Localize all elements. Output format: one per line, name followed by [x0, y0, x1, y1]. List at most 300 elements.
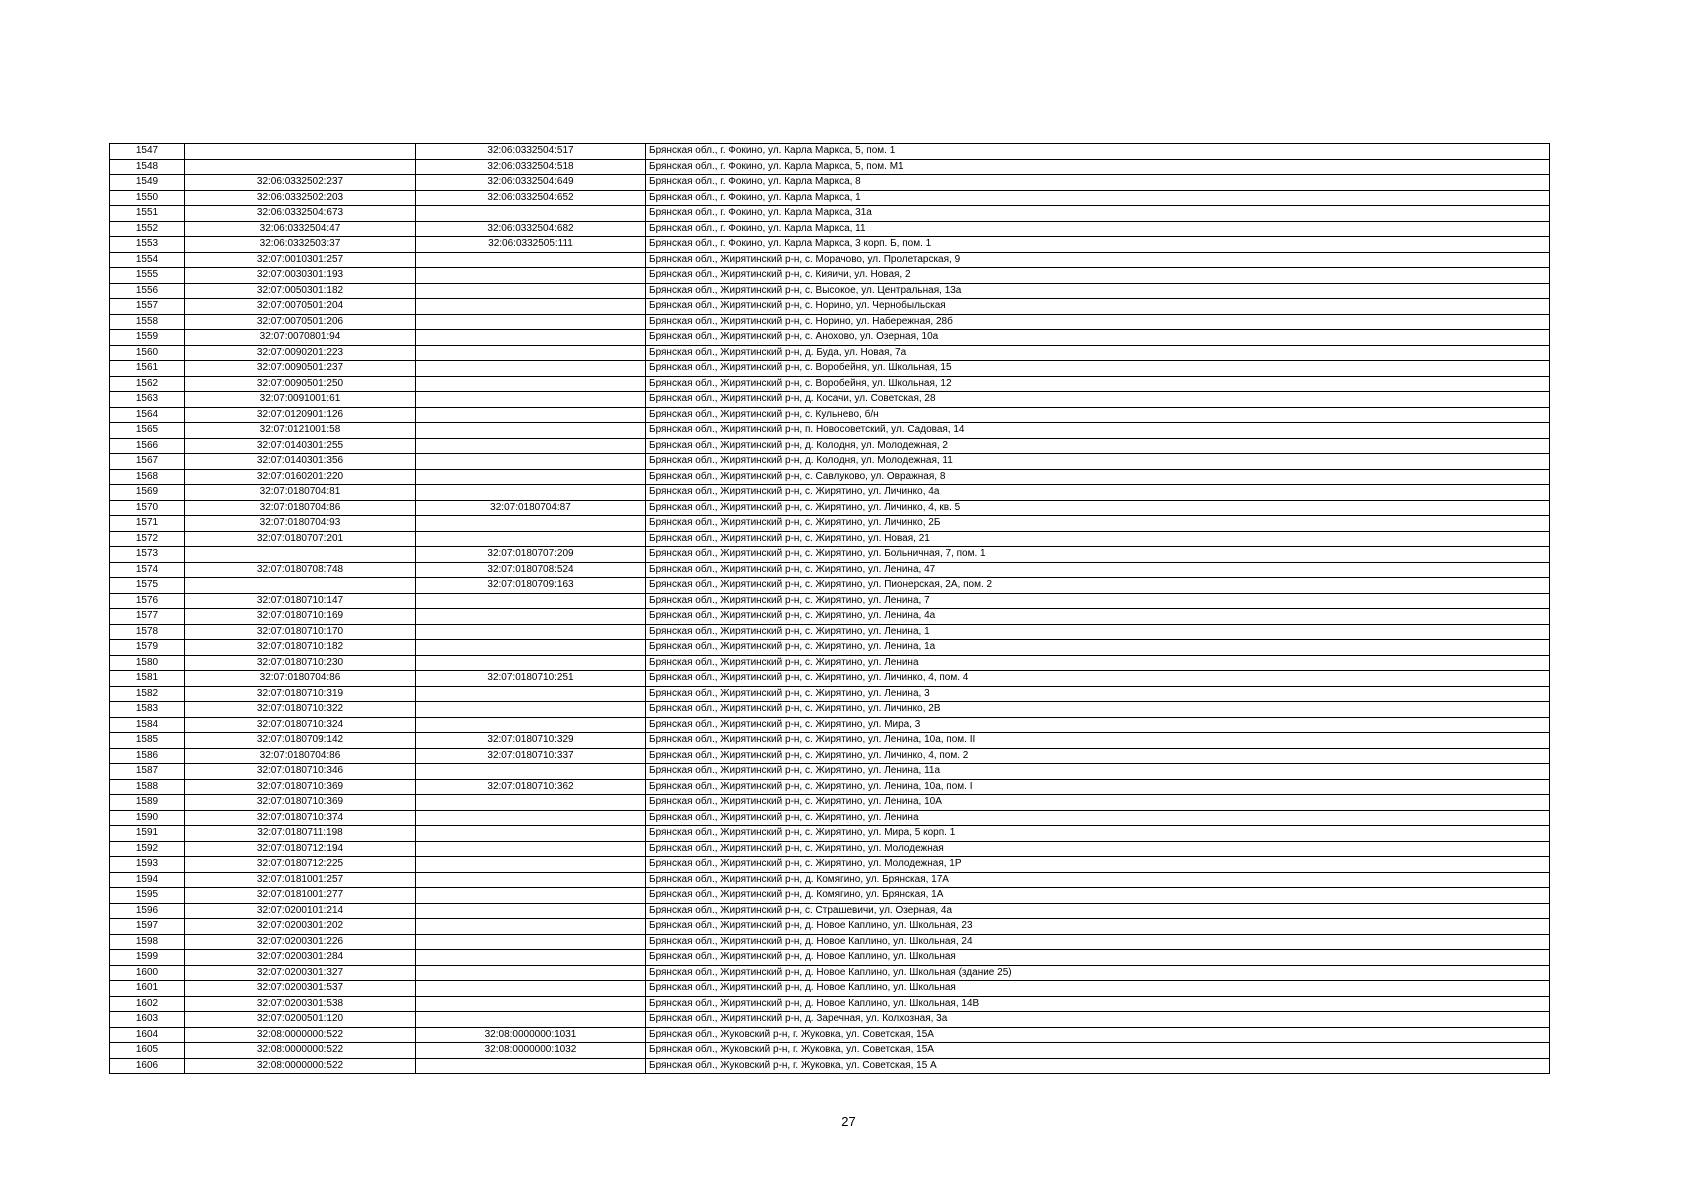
- table-row: [110, 671, 1550, 687]
- cadastral-number-cell: 32:07:0181001:257: [185, 872, 416, 888]
- cadastral-number-cell: 32:07:0090201:223: [185, 345, 416, 361]
- row-number-cell: 1550: [110, 190, 185, 206]
- cadastral-number-cell: 32:07:0200101:214: [185, 903, 416, 919]
- related-cadastral-number-cell: [416, 1012, 646, 1028]
- row-number-cell: 1574: [110, 562, 185, 578]
- address-cell: Брянская обл., Жирятинский р-н, д. Новое Каплино, ул. Школьная, 24: [646, 934, 1550, 950]
- related-cadastral-number-cell: [416, 392, 646, 408]
- related-cadastral-number-cell: [416, 872, 646, 888]
- cadastral-number-cell: 32:07:0200301:202: [185, 919, 416, 935]
- cadastral-number-cell: 32:08:0000000:522: [185, 1058, 416, 1074]
- row-number-cell: 1564: [110, 407, 185, 423]
- address-cell: Брянская обл., г. Фокино, ул. Карла Маркса, 5, пом. 1: [646, 144, 1550, 160]
- address-cell: Брянская обл., Жирятинский р-н, с. Жирятино, ул. Ленина, 1: [646, 624, 1550, 640]
- related-cadastral-number-cell: [416, 361, 646, 377]
- table-row: [110, 500, 1550, 516]
- table-body: [110, 144, 1550, 1074]
- table-row: [110, 578, 1550, 594]
- related-cadastral-number-cell: 32:07:0180707:209: [416, 547, 646, 563]
- table-row: [110, 981, 1550, 997]
- cadastral-number-cell: 32:07:0180704:93: [185, 516, 416, 532]
- cadastral-number-cell: 32:07:0200301:538: [185, 996, 416, 1012]
- table-row: [110, 299, 1550, 315]
- address-cell: Брянская обл., Жирятинский р-н, с. Жирятино, ул. Ленина, 3: [646, 686, 1550, 702]
- table-row: [110, 702, 1550, 718]
- related-cadastral-number-cell: [416, 919, 646, 935]
- table-row: [110, 919, 1550, 935]
- cadastral-number-cell: 32:07:0121001:58: [185, 423, 416, 439]
- row-number-cell: 1557: [110, 299, 185, 315]
- related-cadastral-number-cell: [416, 283, 646, 299]
- cadastral-number-cell: 32:07:0010301:257: [185, 252, 416, 268]
- address-cell: Брянская обл., г. Фокино, ул. Карла Маркса, 5, пом. М1: [646, 159, 1550, 175]
- address-cell: Брянская обл., Жирятинский р-н, с. Жирятино, ул. Личинко, 4, пом. 4: [646, 671, 1550, 687]
- related-cadastral-number-cell: [416, 841, 646, 857]
- cadastral-number-cell: [185, 144, 416, 160]
- cadastral-number-cell: 32:07:0140301:255: [185, 438, 416, 454]
- row-number-cell: 1566: [110, 438, 185, 454]
- related-cadastral-number-cell: 32:06:0332505:111: [416, 237, 646, 253]
- address-cell: Брянская обл., Жирятинский р-н, с. Кияичи, ул. Новая, 2: [646, 268, 1550, 284]
- row-number-cell: 1586: [110, 748, 185, 764]
- table-row: [110, 376, 1550, 392]
- cadastral-number-cell: 32:07:0050301:182: [185, 283, 416, 299]
- cadastral-number-cell: 32:07:0070801:94: [185, 330, 416, 346]
- row-number-cell: 1573: [110, 547, 185, 563]
- address-cell: Брянская обл., Жуковский р-н, г. Жуковка, ул. Советская, 15А: [646, 1027, 1550, 1043]
- table-row: [110, 857, 1550, 873]
- related-cadastral-number-cell: [416, 996, 646, 1012]
- row-number-cell: 1561: [110, 361, 185, 377]
- row-number-cell: 1547: [110, 144, 185, 160]
- cadastral-number-cell: 32:07:0180710:324: [185, 717, 416, 733]
- address-cell: Брянская обл., Жирятинский р-н, д. Буда, ул. Новая, 7а: [646, 345, 1550, 361]
- related-cadastral-number-cell: [416, 314, 646, 330]
- row-number-cell: 1570: [110, 500, 185, 516]
- table-row: [110, 950, 1550, 966]
- table-row: [110, 159, 1550, 175]
- cadastral-number-cell: 32:07:0180710:230: [185, 655, 416, 671]
- related-cadastral-number-cell: [416, 826, 646, 842]
- table-row: [110, 1027, 1550, 1043]
- related-cadastral-number-cell: [416, 981, 646, 997]
- related-cadastral-number-cell: 32:07:0180704:87: [416, 500, 646, 516]
- related-cadastral-number-cell: [416, 810, 646, 826]
- table-row: [110, 361, 1550, 377]
- address-cell: Брянская обл., Жирятинский р-н, с. Жирятино, ул. Новая, 21: [646, 531, 1550, 547]
- cadastral-number-cell: 32:07:0090501:237: [185, 361, 416, 377]
- row-number-cell: 1601: [110, 981, 185, 997]
- cadastral-number-cell: 32:07:0180704:81: [185, 485, 416, 501]
- related-cadastral-number-cell: 32:06:0332504:652: [416, 190, 646, 206]
- row-number-cell: 1605: [110, 1043, 185, 1059]
- related-cadastral-number-cell: [416, 268, 646, 284]
- address-cell: Брянская обл., Жирятинский р-н, д. Новое Каплино, ул. Школьная, 14В: [646, 996, 1550, 1012]
- address-cell: Брянская обл., Жуковский р-н, г. Жуковка, ул. Советская, 15 А: [646, 1058, 1550, 1074]
- address-cell: Брянская обл., Жирятинский р-н, с. Жирятино, ул. Ленина, 10а, пом. II: [646, 733, 1550, 749]
- cadastral-number-cell: 32:07:0180710:147: [185, 593, 416, 609]
- cadastral-number-cell: 32:07:0091001:61: [185, 392, 416, 408]
- table-row: [110, 593, 1550, 609]
- table-row: [110, 392, 1550, 408]
- address-cell: Брянская обл., Жирятинский р-н, с. Анохово, ул. Озерная, 10а: [646, 330, 1550, 346]
- table-row: [110, 221, 1550, 237]
- cadastral-number-cell: 32:07:0180712:225: [185, 857, 416, 873]
- table-row: [110, 438, 1550, 454]
- address-cell: Брянская обл., Жирятинский р-н, с. Жирятино, ул. Мира, 3: [646, 717, 1550, 733]
- row-number-cell: 1591: [110, 826, 185, 842]
- table-row: [110, 206, 1550, 222]
- row-number-cell: 1565: [110, 423, 185, 439]
- related-cadastral-number-cell: 32:06:0332504:649: [416, 175, 646, 191]
- address-cell: Брянская обл., Жирятинский р-н, с. Жирятино, ул. Пионерская, 2А, пом. 2: [646, 578, 1550, 594]
- cadastral-number-cell: 32:07:0180710:170: [185, 624, 416, 640]
- cadastral-number-cell: 32:07:0180710:374: [185, 810, 416, 826]
- cadastral-number-cell: [185, 159, 416, 175]
- table-row: [110, 237, 1550, 253]
- cadastral-number-cell: 32:07:0180704:86: [185, 748, 416, 764]
- related-cadastral-number-cell: [416, 764, 646, 780]
- table-row: [110, 562, 1550, 578]
- related-cadastral-number-cell: 32:08:0000000:1031: [416, 1027, 646, 1043]
- cadastral-number-cell: 32:07:0180710:369: [185, 779, 416, 795]
- address-cell: Брянская обл., г. Фокино, ул. Карла Маркса, 31а: [646, 206, 1550, 222]
- cadastral-number-cell: 32:07:0120901:126: [185, 407, 416, 423]
- table-row: [110, 252, 1550, 268]
- row-number-cell: 1585: [110, 733, 185, 749]
- related-cadastral-number-cell: [416, 609, 646, 625]
- table-row: [110, 454, 1550, 470]
- cadastral-number-cell: 32:06:0332502:237: [185, 175, 416, 191]
- table-row: [110, 965, 1550, 981]
- address-cell: Брянская обл., Жирятинский р-н, с. Жирятино, ул. Ленина: [646, 810, 1550, 826]
- related-cadastral-number-cell: [416, 795, 646, 811]
- address-cell: Брянская обл., Жирятинский р-н, с. Жирятино, ул. Больничная, 7, пом. 1: [646, 547, 1550, 563]
- table-row: [110, 717, 1550, 733]
- related-cadastral-number-cell: [416, 516, 646, 532]
- row-number-cell: 1575: [110, 578, 185, 594]
- address-cell: Брянская обл., Жирятинский р-н, с. Жирятино, ул. Молодежная, 1Р: [646, 857, 1550, 873]
- address-cell: Брянская обл., Жирятинский р-н, с. Высокое, ул. Центральная, 13а: [646, 283, 1550, 299]
- address-cell: Брянская обл., Жирятинский р-н, д. Заречная, ул. Колхозная, 3а: [646, 1012, 1550, 1028]
- related-cadastral-number-cell: 32:07:0180710:251: [416, 671, 646, 687]
- address-cell: Брянская обл., Жирятинский р-н, с. Воробейня, ул. Школьная, 12: [646, 376, 1550, 392]
- property-registry-table: [109, 143, 1550, 1074]
- table-row: [110, 283, 1550, 299]
- table-row: [110, 624, 1550, 640]
- table-row: [110, 686, 1550, 702]
- row-number-cell: 1595: [110, 888, 185, 904]
- address-cell: Брянская обл., Жирятинский р-н, с. Жирятино, ул. Ленина, 7: [646, 593, 1550, 609]
- address-cell: Брянская обл., Жирятинский р-н, с. Жирятино, ул. Личинко, 2Б: [646, 516, 1550, 532]
- cadastral-number-cell: 32:07:0180710:322: [185, 702, 416, 718]
- table-row: [110, 1058, 1550, 1074]
- related-cadastral-number-cell: [416, 686, 646, 702]
- address-cell: Брянская обл., Жирятинский р-н, с. Морачово, ул. Пролетарская, 9: [646, 252, 1550, 268]
- row-number-cell: 1598: [110, 934, 185, 950]
- address-cell: Брянская обл., г. Фокино, ул. Карла Маркса, 8: [646, 175, 1550, 191]
- related-cadastral-number-cell: [416, 934, 646, 950]
- cadastral-number-cell: 32:07:0200501:120: [185, 1012, 416, 1028]
- table-row: [110, 733, 1550, 749]
- address-cell: Брянская обл., Жирятинский р-н, с. Жирятино, ул. Мира, 5 корп. 1: [646, 826, 1550, 842]
- table-row: [110, 1043, 1550, 1059]
- address-cell: Брянская обл., Жирятинский р-н, с. Жирятино, ул. Личинко, 4, кв. 5: [646, 500, 1550, 516]
- address-cell: Брянская обл., Жирятинский р-н, с. Жирятино, ул. Личинко, 4, пом. 2: [646, 748, 1550, 764]
- table-row: [110, 423, 1550, 439]
- table-row: [110, 345, 1550, 361]
- cadastral-number-cell: 32:07:0181001:277: [185, 888, 416, 904]
- address-cell: Брянская обл., Жирятинский р-н, с. Норино, ул. Набережная, 28б: [646, 314, 1550, 330]
- row-number-cell: 1560: [110, 345, 185, 361]
- address-cell: Брянская обл., Жирятинский р-н, с. Жирятино, ул. Ленина, 1а: [646, 640, 1550, 656]
- address-cell: Брянская обл., Жирятинский р-н, с. Савлуково, ул. Овражная, 8: [646, 469, 1550, 485]
- related-cadastral-number-cell: 32:06:0332504:517: [416, 144, 646, 160]
- table-row: [110, 144, 1550, 160]
- table-row: [110, 407, 1550, 423]
- related-cadastral-number-cell: 32:07:0180710:337: [416, 748, 646, 764]
- related-cadastral-number-cell: [416, 950, 646, 966]
- cadastral-number-cell: 32:07:0070501:206: [185, 314, 416, 330]
- cadastral-number-cell: 32:08:0000000:522: [185, 1043, 416, 1059]
- table-row: [110, 485, 1550, 501]
- address-cell: Брянская обл., Жирятинский р-н, с. Жирятино, ул. Ленина: [646, 655, 1550, 671]
- related-cadastral-number-cell: [416, 206, 646, 222]
- row-number-cell: 1559: [110, 330, 185, 346]
- cadastral-number-cell: 32:07:0180710:319: [185, 686, 416, 702]
- cadastral-number-cell: 32:07:0180709:142: [185, 733, 416, 749]
- table-row: [110, 810, 1550, 826]
- related-cadastral-number-cell: [416, 888, 646, 904]
- related-cadastral-number-cell: [416, 640, 646, 656]
- address-cell: Брянская обл., Жирятинский р-н, с. Жирятино, ул. Ленина, 4а: [646, 609, 1550, 625]
- related-cadastral-number-cell: [416, 857, 646, 873]
- related-cadastral-number-cell: [416, 903, 646, 919]
- table-row: [110, 872, 1550, 888]
- address-cell: Брянская обл., Жирятинский р-н, д. Колодня, ул. Молодежная, 11: [646, 454, 1550, 470]
- related-cadastral-number-cell: 32:07:0180710:362: [416, 779, 646, 795]
- related-cadastral-number-cell: [416, 438, 646, 454]
- row-number-cell: 1588: [110, 779, 185, 795]
- related-cadastral-number-cell: [416, 965, 646, 981]
- related-cadastral-number-cell: [416, 376, 646, 392]
- table-row: [110, 469, 1550, 485]
- row-number-cell: 1592: [110, 841, 185, 857]
- row-number-cell: 1602: [110, 996, 185, 1012]
- cadastral-number-cell: 32:07:0200301:226: [185, 934, 416, 950]
- row-number-cell: 1568: [110, 469, 185, 485]
- table-row: [110, 795, 1550, 811]
- page-number: 27: [841, 1114, 856, 1129]
- cadastral-number-cell: 32:07:0160201:220: [185, 469, 416, 485]
- cadastral-number-cell: 32:07:0180704:86: [185, 500, 416, 516]
- cadastral-number-cell: 32:07:0180704:86: [185, 671, 416, 687]
- related-cadastral-number-cell: [416, 1058, 646, 1074]
- row-number-cell: 1606: [110, 1058, 185, 1074]
- address-cell: Брянская обл., Жирятинский р-н, с. Страшевичи, ул. Озерная, 4а: [646, 903, 1550, 919]
- address-cell: Брянская обл., Жирятинский р-н, с. Кульнево, б/н: [646, 407, 1550, 423]
- row-number-cell: 1587: [110, 764, 185, 780]
- row-number-cell: 1583: [110, 702, 185, 718]
- table-row: [110, 330, 1550, 346]
- address-cell: Брянская обл., Жирятинский р-н, с. Жирятино, ул. Ленина, 11а: [646, 764, 1550, 780]
- table-row: [110, 1012, 1550, 1028]
- related-cadastral-number-cell: [416, 454, 646, 470]
- row-number-cell: 1596: [110, 903, 185, 919]
- row-number-cell: 1580: [110, 655, 185, 671]
- table-row: [110, 640, 1550, 656]
- address-cell: Брянская обл., Жирятинский р-н, д. Новое Каплино, ул. Школьная (здание 25): [646, 965, 1550, 981]
- table-row: [110, 547, 1550, 563]
- table-row: [110, 516, 1550, 532]
- related-cadastral-number-cell: [416, 655, 646, 671]
- address-cell: Брянская обл., Жирятинский р-н, с. Жирятино, ул. Личинко, 4а: [646, 485, 1550, 501]
- table-row: [110, 609, 1550, 625]
- row-number-cell: 1572: [110, 531, 185, 547]
- row-number-cell: 1603: [110, 1012, 185, 1028]
- address-cell: Брянская обл., Жирятинский р-н, с. Жирятино, ул. Личинко, 2В: [646, 702, 1550, 718]
- cadastral-number-cell: 32:07:0180711:198: [185, 826, 416, 842]
- cadastral-number-cell: 32:07:0180708:748: [185, 562, 416, 578]
- row-number-cell: 1594: [110, 872, 185, 888]
- row-number-cell: 1582: [110, 686, 185, 702]
- related-cadastral-number-cell: [416, 485, 646, 501]
- cadastral-number-cell: 32:07:0140301:356: [185, 454, 416, 470]
- row-number-cell: 1581: [110, 671, 185, 687]
- table-row: [110, 190, 1550, 206]
- row-number-cell: 1553: [110, 237, 185, 253]
- row-number-cell: 1555: [110, 268, 185, 284]
- related-cadastral-number-cell: [416, 531, 646, 547]
- address-cell: Брянская обл., Жирятинский р-н, с. Воробейня, ул. Школьная, 15: [646, 361, 1550, 377]
- row-number-cell: 1584: [110, 717, 185, 733]
- row-number-cell: 1579: [110, 640, 185, 656]
- row-number-cell: 1590: [110, 810, 185, 826]
- row-number-cell: 1549: [110, 175, 185, 191]
- address-cell: Брянская обл., Жирятинский р-н, д. Косачи, ул. Советская, 28: [646, 392, 1550, 408]
- row-number-cell: 1552: [110, 221, 185, 237]
- address-cell: Брянская обл., Жирятинский р-н, с. Жирятино, ул. Молодежная: [646, 841, 1550, 857]
- related-cadastral-number-cell: 32:06:0332504:518: [416, 159, 646, 175]
- address-cell: Брянская обл., Жирятинский р-н, с. Норино, ул. Чернобыльская: [646, 299, 1550, 315]
- cadastral-number-cell: 32:06:0332502:203: [185, 190, 416, 206]
- table-row: [110, 764, 1550, 780]
- address-cell: Брянская обл., Жирятинский р-н, д. Комягино, ул. Брянская, 1А: [646, 888, 1550, 904]
- related-cadastral-number-cell: 32:07:0180710:329: [416, 733, 646, 749]
- cadastral-number-cell: 32:07:0200301:327: [185, 965, 416, 981]
- related-cadastral-number-cell: [416, 423, 646, 439]
- related-cadastral-number-cell: [416, 299, 646, 315]
- address-cell: Брянская обл., г. Фокино, ул. Карла Маркса, 11: [646, 221, 1550, 237]
- table-row: [110, 841, 1550, 857]
- row-number-cell: 1600: [110, 965, 185, 981]
- cadastral-number-cell: 32:07:0200301:537: [185, 981, 416, 997]
- row-number-cell: 1551: [110, 206, 185, 222]
- address-cell: Брянская обл., Жирятинский р-н, д. Колодня, ул. Молодежная, 2: [646, 438, 1550, 454]
- cadastral-number-cell: 32:06:0332503:37: [185, 237, 416, 253]
- cadastral-number-cell: [185, 547, 416, 563]
- related-cadastral-number-cell: [416, 345, 646, 361]
- related-cadastral-number-cell: [416, 252, 646, 268]
- cadastral-number-cell: 32:07:0180707:201: [185, 531, 416, 547]
- address-cell: Брянская обл., г. Фокино, ул. Карла Маркса, 1: [646, 190, 1550, 206]
- row-number-cell: 1558: [110, 314, 185, 330]
- row-number-cell: 1548: [110, 159, 185, 175]
- cadastral-number-cell: 32:07:0180710:346: [185, 764, 416, 780]
- address-cell: Брянская обл., Жуковский р-н, г. Жуковка, ул. Советская, 15А: [646, 1043, 1550, 1059]
- related-cadastral-number-cell: 32:06:0332504:682: [416, 221, 646, 237]
- related-cadastral-number-cell: [416, 330, 646, 346]
- row-number-cell: 1576: [110, 593, 185, 609]
- table-row: [110, 826, 1550, 842]
- table-row: [110, 888, 1550, 904]
- row-number-cell: 1604: [110, 1027, 185, 1043]
- address-cell: Брянская обл., Жирятинский р-н, с. Жирятино, ул. Ленина, 10а, пом. I: [646, 779, 1550, 795]
- cadastral-number-cell: 32:06:0332504:47: [185, 221, 416, 237]
- row-number-cell: 1578: [110, 624, 185, 640]
- related-cadastral-number-cell: [416, 593, 646, 609]
- address-cell: Брянская обл., г. Фокино, ул. Карла Маркса, 3 корп. Б, пом. 1: [646, 237, 1550, 253]
- cadastral-number-cell: 32:07:0090501:250: [185, 376, 416, 392]
- table-row: [110, 996, 1550, 1012]
- related-cadastral-number-cell: 32:07:0180709:163: [416, 578, 646, 594]
- cadastral-number-cell: 32:07:0180710:369: [185, 795, 416, 811]
- cadastral-number-cell: 32:07:0030301:193: [185, 268, 416, 284]
- cadastral-number-cell: 32:08:0000000:522: [185, 1027, 416, 1043]
- address-cell: Брянская обл., Жирятинский р-н, д. Комягино, ул. Брянская, 17А: [646, 872, 1550, 888]
- table-row: [110, 531, 1550, 547]
- row-number-cell: 1589: [110, 795, 185, 811]
- table-row: [110, 175, 1550, 191]
- table-row: [110, 655, 1550, 671]
- row-number-cell: 1554: [110, 252, 185, 268]
- related-cadastral-number-cell: [416, 717, 646, 733]
- table-row: [110, 934, 1550, 950]
- row-number-cell: 1593: [110, 857, 185, 873]
- cadastral-number-cell: 32:07:0200301:284: [185, 950, 416, 966]
- row-number-cell: 1569: [110, 485, 185, 501]
- row-number-cell: 1599: [110, 950, 185, 966]
- row-number-cell: 1571: [110, 516, 185, 532]
- row-number-cell: 1597: [110, 919, 185, 935]
- table-row: [110, 314, 1550, 330]
- address-cell: Брянская обл., Жирятинский р-н, п. Новосоветский, ул. Садовая, 14: [646, 423, 1550, 439]
- cadastral-number-cell: [185, 578, 416, 594]
- related-cadastral-number-cell: [416, 702, 646, 718]
- address-cell: Брянская обл., Жирятинский р-н, д. Новое Каплино, ул. Школьная: [646, 981, 1550, 997]
- related-cadastral-number-cell: [416, 469, 646, 485]
- row-number-cell: 1577: [110, 609, 185, 625]
- address-cell: Брянская обл., Жирятинский р-н, с. Жирятино, ул. Ленина, 47: [646, 562, 1550, 578]
- address-cell: Брянская обл., Жирятинский р-н, д. Новое Каплино, ул. Школьная, 23: [646, 919, 1550, 935]
- related-cadastral-number-cell: 32:07:0180708:524: [416, 562, 646, 578]
- row-number-cell: 1563: [110, 392, 185, 408]
- table-row: [110, 903, 1550, 919]
- address-cell: Брянская обл., Жирятинский р-н, д. Новое Каплино, ул. Школьная: [646, 950, 1550, 966]
- cadastral-number-cell: 32:07:0180710:182: [185, 640, 416, 656]
- cadastral-number-cell: 32:06:0332504:673: [185, 206, 416, 222]
- related-cadastral-number-cell: 32:08:0000000:1032: [416, 1043, 646, 1059]
- row-number-cell: 1556: [110, 283, 185, 299]
- cadastral-number-cell: 32:07:0180712:194: [185, 841, 416, 857]
- related-cadastral-number-cell: [416, 407, 646, 423]
- related-cadastral-number-cell: [416, 624, 646, 640]
- table-row: [110, 748, 1550, 764]
- row-number-cell: 1562: [110, 376, 185, 392]
- row-number-cell: 1567: [110, 454, 185, 470]
- cadastral-number-cell: 32:07:0180710:169: [185, 609, 416, 625]
- cadastral-number-cell: 32:07:0070501:204: [185, 299, 416, 315]
